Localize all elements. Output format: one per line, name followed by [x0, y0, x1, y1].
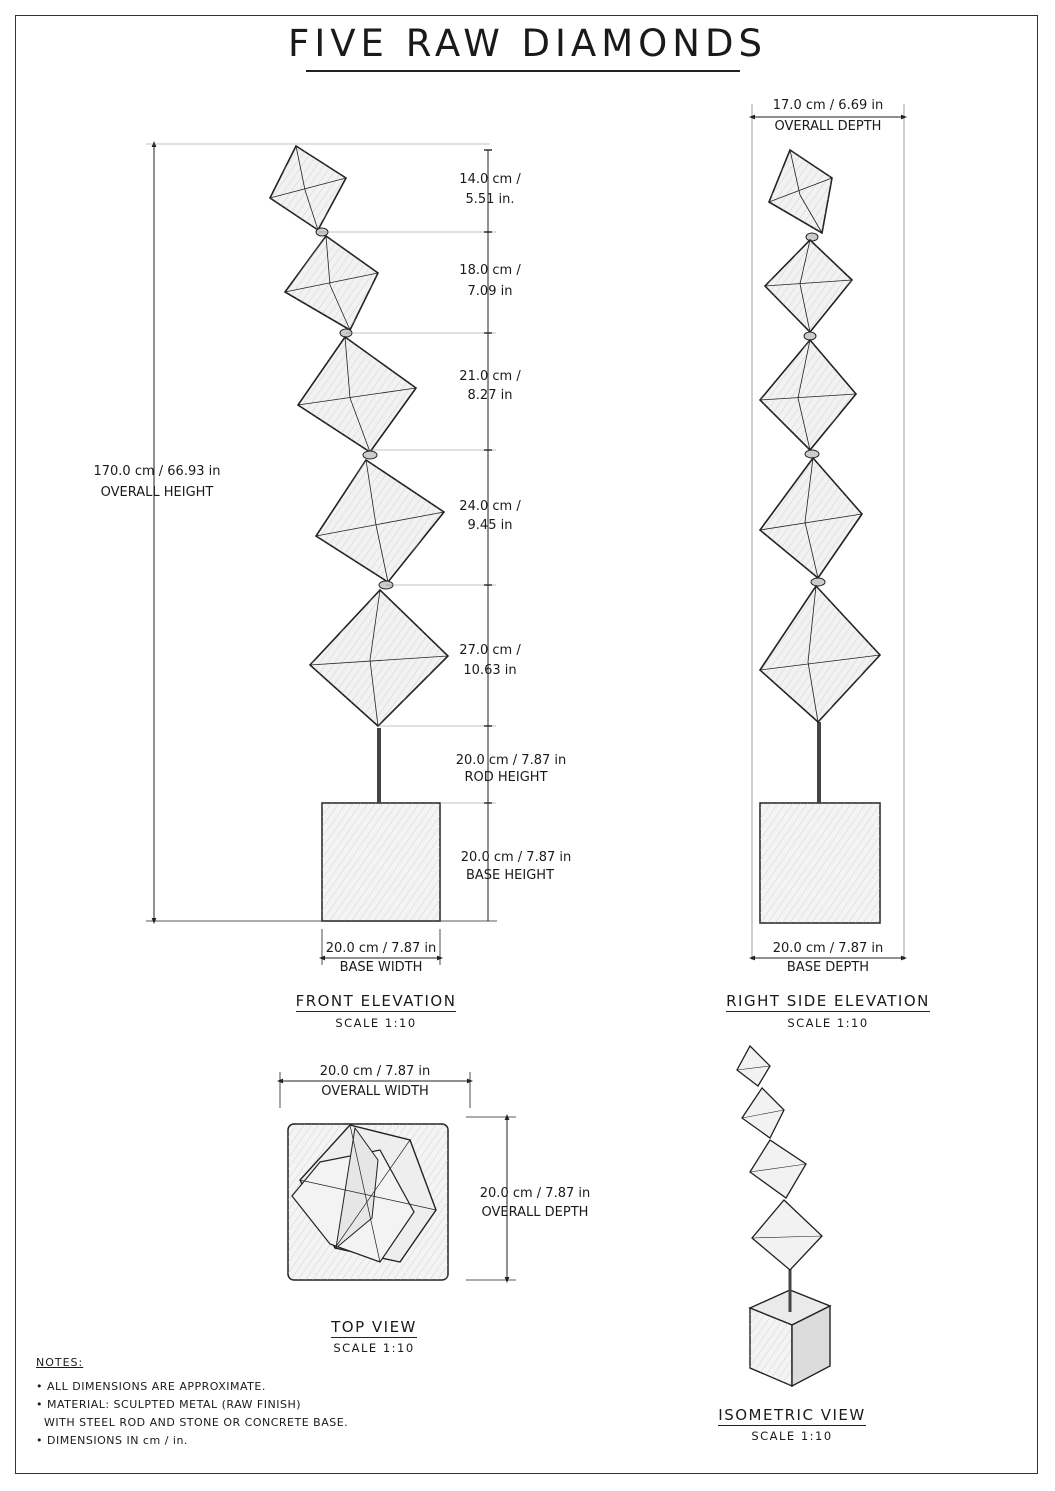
segment-4-in: 9.45 in — [467, 518, 513, 533]
front-elevation-scale: SCALE 1:10 — [335, 1016, 417, 1030]
front-elevation-title: FRONT ELEVATION — [295, 992, 457, 1010]
segment-2-cm: 18.0 cm / — [459, 263, 521, 278]
base-width-caption: BASE WIDTH — [339, 960, 423, 975]
side-diamond-2 — [765, 240, 852, 332]
isometric-view-scale: SCALE 1:10 — [751, 1429, 833, 1443]
base-width-value: 20.0 cm / 7.87 in — [325, 941, 437, 956]
side-diamond-4 — [760, 458, 862, 578]
front-diamond-1 — [270, 146, 346, 230]
side-elevation-title: RIGHT SIDE ELEVATION — [726, 992, 930, 1010]
segment-1-in: 5.51 in. — [465, 192, 515, 207]
side-diamond-5 — [760, 586, 880, 722]
segment-3-in: 8.27 in — [467, 388, 513, 403]
top-overall-depth-caption: OVERALL DEPTH — [481, 1205, 589, 1220]
base-depth-caption: BASE DEPTH — [786, 960, 870, 975]
top-view-drawing — [280, 1072, 516, 1280]
note-item: • DIMENSIONS IN cm / in. — [36, 1434, 188, 1447]
base-depth-value: 20.0 cm / 7.87 in — [772, 941, 884, 956]
note-item: • MATERIAL: SCULPTED METAL (RAW FINISH) — [36, 1398, 302, 1411]
segment-5-cm: 27.0 cm / — [459, 643, 521, 658]
notes-heading: NOTES: — [36, 1356, 84, 1369]
top-view-title: TOP VIEW — [331, 1318, 417, 1336]
top-overall-depth-value: 20.0 cm / 7.87 in — [479, 1186, 591, 1201]
side-overall-depth-caption: OVERALL DEPTH — [774, 119, 882, 134]
segment-3-cm: 21.0 cm / — [459, 369, 521, 384]
segment-4-cm: 24.0 cm / — [459, 499, 521, 514]
front-diamond-3 — [298, 337, 416, 452]
overall-height-caption: OVERALL HEIGHT — [100, 485, 214, 500]
notes-block — [36, 1354, 348, 1450]
side-elevation-drawing — [752, 104, 904, 960]
top-overall-width-caption: OVERALL WIDTH — [321, 1084, 429, 1099]
segment-5-in: 10.63 in — [463, 663, 517, 678]
isometric-view-title: ISOMETRIC VIEW — [718, 1406, 866, 1424]
base-height-caption: BASE HEIGHT — [465, 868, 555, 883]
front-diamond-2 — [285, 236, 378, 330]
front-diamond-4 — [316, 460, 444, 582]
side-overall-depth-value: 17.0 cm / 6.69 in — [772, 98, 884, 113]
isometric-view-drawing — [737, 1046, 830, 1386]
overall-height-value: 170.0 cm / 66.93 in — [93, 464, 221, 479]
note-item: • ALL DIMENSIONS ARE APPROXIMATE. — [36, 1380, 266, 1393]
side-elevation-scale: SCALE 1:10 — [787, 1016, 869, 1030]
front-diamond-5 — [310, 590, 448, 726]
segment-2-in: 7.09 in — [467, 284, 513, 299]
top-overall-width-value: 20.0 cm / 7.87 in — [319, 1064, 431, 1079]
note-item: WITH STEEL ROD AND STONE OR CONCRETE BASE. — [44, 1416, 349, 1429]
segment-1-cm: 14.0 cm / — [459, 172, 521, 187]
top-view-scale: SCALE 1:10 — [333, 1341, 415, 1355]
rod-height-value: 20.0 cm / 7.87 in — [455, 753, 567, 768]
rod-height-caption: ROD HEIGHT — [464, 770, 548, 785]
base-height-value: 20.0 cm / 7.87 in — [460, 850, 572, 865]
drawing-title: FIVE RAW DIAMONDS — [288, 22, 767, 65]
side-diamond-3 — [760, 340, 856, 450]
side-diamond-1 — [769, 150, 832, 233]
